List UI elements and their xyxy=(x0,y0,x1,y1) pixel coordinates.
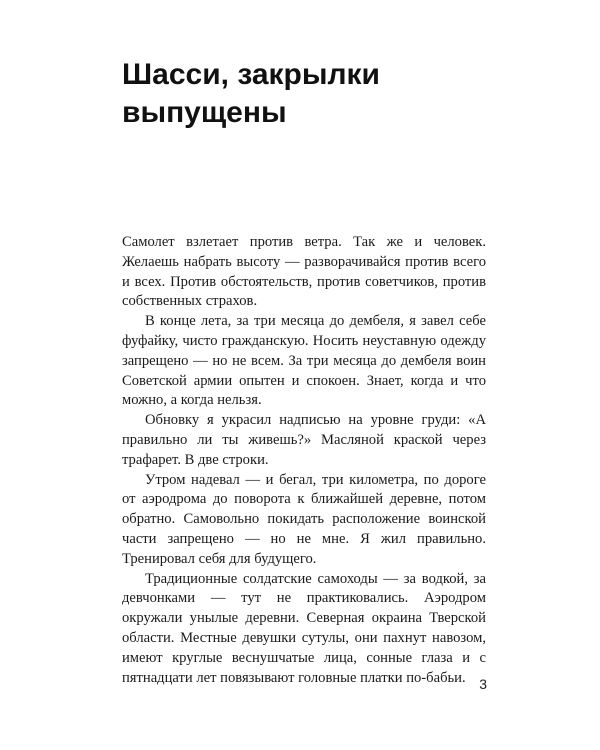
page-number: 3 xyxy=(479,676,487,692)
chapter-title-line-2: выпущены xyxy=(122,96,287,129)
paragraph: В конце лета, за три месяца до дембеля, я завел себе фуфайку, чисто гражданскую. Носить неуставную одежду запрещено — но не всем. За три месяца до дембеля воин Советской армии опытен и спокоен. Знает, когда и что можно, а когда нельзя. xyxy=(122,313,486,409)
paragraph: Самолет взлетает против ветра. Так же и человек. Желаешь набрать высоту — разворачивайся против всего и всех. Против обстоятельств, против советчиков, против собственных страхов. xyxy=(122,234,486,310)
paragraph: Утром надевал — и бегал, три километра, по дороге от аэродрома до поворота к ближайшей деревне, потом обратно. Самовольно покидать расположение воинской части запрещено — но не мне. Я жил правильно. Тренировал себя для будущего. xyxy=(122,471,486,567)
chapter-title-line-1: Шасси, закрылки xyxy=(122,58,380,91)
body-text xyxy=(122,233,486,688)
chapter-title xyxy=(122,56,522,132)
paragraph: Обновку я украсил надписью на уровне груди: «А правильно ли ты живешь?» Масляной краской через трафарет. В две строки. xyxy=(122,412,486,468)
paragraph: Традиционные солдатские самоходы — за водкой, за девчонками — тут не практиковались. Аэродром окружали унылые деревни. Северная окраина Тверской области. Местные девушки сутулы, они пахнут навозом, имеют круглые веснушчатые лица, сонные глаза и с пятнадцати лет повязывают головные платки по-бабьи. xyxy=(122,570,486,686)
